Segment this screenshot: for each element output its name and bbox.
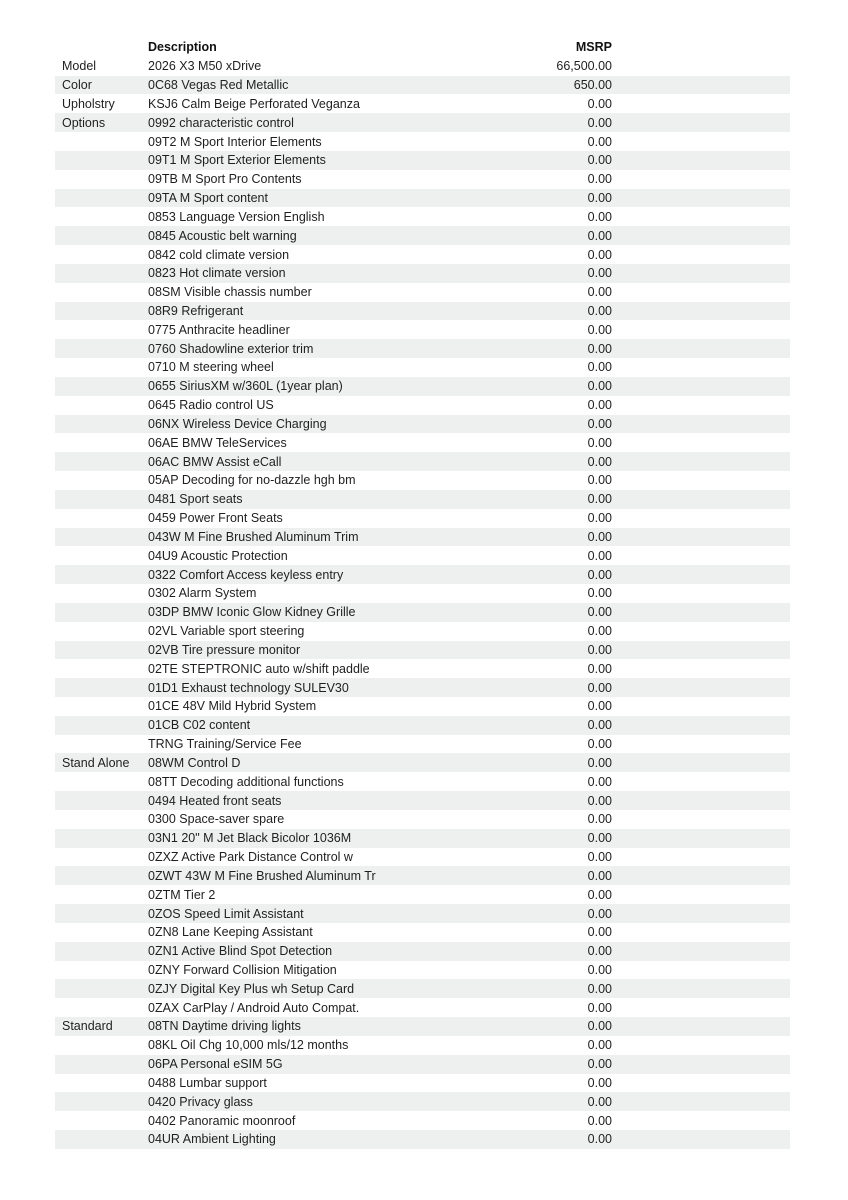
- table-row: [55, 998, 790, 1017]
- msrp-cell: 0.00: [587, 661, 612, 676]
- description-cell: 08R9 Refrigerant: [148, 304, 244, 318]
- msrp-cell: 0.00: [587, 981, 612, 996]
- description-cell: 0655 SiriusXM w/360L (1year plan): [148, 379, 343, 394]
- table-row: [55, 415, 790, 434]
- msrp-cell: 0.00: [587, 586, 612, 601]
- table-row: [55, 57, 790, 76]
- table-header-row: [55, 38, 790, 57]
- msrp-cell: 0.00: [587, 1000, 612, 1015]
- msrp-cell: 0.00: [587, 887, 612, 902]
- table-row: [55, 866, 790, 885]
- table-row: [55, 339, 790, 358]
- table-row: [55, 848, 790, 867]
- msrp-cell: 0.00: [587, 285, 612, 300]
- table-row: [55, 791, 790, 810]
- msrp-cell: 0.00: [587, 398, 612, 413]
- table-row: [55, 226, 790, 245]
- table-row: [55, 377, 790, 396]
- description-cell: 0302 Alarm System: [148, 586, 257, 601]
- table-row: [55, 1130, 790, 1149]
- msrp-cell: 0.00: [587, 247, 612, 262]
- table-row: [55, 283, 790, 302]
- table-row: [55, 1111, 790, 1130]
- table-row: [55, 245, 790, 264]
- msrp-cell: 0.00: [587, 906, 612, 921]
- description-cell: 0ZWT 43W M Fine Brushed Aluminum Tr: [148, 868, 376, 883]
- table-row: [55, 471, 790, 490]
- msrp-cell: 0.00: [587, 642, 612, 657]
- description-cell: 08TT Decoding additional functions: [148, 774, 344, 789]
- header-msrp-cell: MSRP: [575, 40, 612, 55]
- msrp-cell: 0.00: [587, 699, 612, 714]
- msrp-cell: 0.00: [587, 511, 612, 526]
- msrp-cell: 0.00: [587, 1113, 612, 1128]
- description-cell: 03DP BMW Iconic Glow Kidney Grille: [148, 605, 356, 620]
- category-cell: Standard: [62, 1019, 113, 1034]
- description-cell: 0ZXZ Active Park Distance Control w: [148, 850, 353, 865]
- description-cell: 0775 Anthracite headliner: [148, 322, 290, 337]
- table-row: [55, 509, 790, 528]
- description-cell: 09TB M Sport Pro Contents: [148, 172, 302, 187]
- description-cell: 0420 Privacy glass: [148, 1094, 253, 1109]
- msrp-cell: 0.00: [587, 925, 612, 940]
- msrp-cell: 0.00: [587, 416, 612, 431]
- table-row: [55, 113, 790, 132]
- msrp-cell: 0.00: [587, 529, 612, 544]
- msrp-cell: 0.00: [587, 172, 612, 187]
- msrp-cell: 0.00: [587, 360, 612, 375]
- description-cell: 0494 Heated front seats: [148, 793, 282, 808]
- description-cell: 04U9 Acoustic Protection: [148, 548, 288, 563]
- msrp-cell: 0.00: [587, 341, 612, 356]
- table-row: [55, 772, 790, 791]
- table-row: [55, 678, 790, 697]
- description-cell: 06NX Wireless Device Charging: [148, 416, 327, 431]
- description-cell: 09TA M Sport content: [148, 191, 268, 206]
- description-cell: 0C68 Vegas Red Metallic: [148, 78, 289, 93]
- table-row: [55, 923, 790, 942]
- description-cell: 0322 Comfort Access keyless entry: [148, 567, 344, 582]
- category-cell: Stand Alone: [62, 755, 130, 770]
- description-cell: 0853 Language Version English: [148, 209, 325, 224]
- table-row: [55, 716, 790, 735]
- table-row: [55, 207, 790, 226]
- description-cell: 0ZNY Forward Collision Mitigation: [148, 962, 337, 977]
- msrp-cell: 0.00: [587, 492, 612, 507]
- description-cell: 0710 M steering wheel: [148, 360, 274, 375]
- msrp-cell: 0.00: [587, 153, 612, 168]
- description-cell: 0ZTM Tier 2: [148, 887, 216, 902]
- table-row: [55, 829, 790, 848]
- msrp-cell: 0.00: [587, 322, 612, 337]
- description-cell: KSJ6 Calm Beige Perforated Veganza: [148, 96, 360, 111]
- category-cell: Options: [62, 115, 106, 130]
- msrp-cell: 0.00: [587, 831, 612, 846]
- description-cell: 08SM Visible chassis number: [148, 285, 312, 300]
- msrp-cell: 0.00: [587, 191, 612, 206]
- msrp-cell: 650.00: [573, 78, 612, 93]
- table-row: [55, 1055, 790, 1074]
- table-row: [55, 584, 790, 603]
- msrp-cell: 66,500.00: [556, 59, 612, 74]
- table-row: [55, 396, 790, 415]
- description-cell: 02VL Variable sport steering: [148, 624, 305, 639]
- msrp-cell: 0.00: [587, 718, 612, 733]
- table-row: [55, 697, 790, 716]
- msrp-cell: 0.00: [587, 1094, 612, 1109]
- category-cell: Model: [62, 59, 97, 74]
- table-row: [55, 452, 790, 471]
- table-row: [55, 358, 790, 377]
- description-cell: 2026 X3 M50 xDrive: [148, 59, 262, 74]
- description-cell: 0ZN8 Lane Keeping Assistant: [148, 925, 313, 940]
- table-row: [55, 735, 790, 754]
- msrp-cell: 0.00: [587, 1075, 612, 1090]
- description-cell: 0459 Power Front Seats: [148, 511, 283, 526]
- msrp-cell: 0.00: [587, 548, 612, 563]
- msrp-cell: 0.00: [587, 567, 612, 582]
- header-description-cell: Description: [148, 40, 217, 55]
- description-cell: 0645 Radio control US: [148, 398, 274, 413]
- table-row: [55, 810, 790, 829]
- table-row: [55, 885, 790, 904]
- table-row: [55, 302, 790, 321]
- msrp-cell: 0.00: [587, 737, 612, 752]
- table-row: [55, 942, 790, 961]
- msrp-cell: 0.00: [587, 1019, 612, 1034]
- table-row: [55, 961, 790, 980]
- description-cell: 08TN Daytime driving lights: [148, 1019, 301, 1034]
- description-cell: 0ZAX CarPlay / Android Auto Compat.: [148, 1000, 360, 1015]
- description-cell: 02VB Tire pressure monitor: [148, 642, 301, 657]
- msrp-cell: 0.00: [587, 266, 612, 281]
- description-cell: 043W M Fine Brushed Aluminum Trim: [148, 529, 359, 544]
- description-cell: 08WM Control D: [148, 755, 241, 770]
- msrp-cell: 0.00: [587, 755, 612, 770]
- table-row: [55, 94, 790, 113]
- msrp-cell: 0.00: [587, 1038, 612, 1053]
- msrp-cell: 0.00: [587, 209, 612, 224]
- table-row: [55, 979, 790, 998]
- table-row: [55, 170, 790, 189]
- description-cell: 09T2 M Sport Interior Elements: [148, 134, 322, 149]
- msrp-cell: 0.00: [587, 435, 612, 450]
- description-cell: 09T1 M Sport Exterior Elements: [148, 153, 326, 168]
- table-row: [55, 528, 790, 547]
- description-cell: 0760 Shadowline exterior trim: [148, 341, 314, 356]
- table-row: [55, 264, 790, 283]
- msrp-cell: 0.00: [587, 473, 612, 488]
- description-cell: TRNG Training/Service Fee: [148, 737, 302, 752]
- table-row: [55, 490, 790, 509]
- options-table: [55, 38, 790, 1149]
- description-cell: 06AE BMW TeleServices: [148, 435, 287, 450]
- description-cell: 0845 Acoustic belt warning: [148, 228, 297, 243]
- table-row: [55, 76, 790, 95]
- msrp-cell: 0.00: [587, 379, 612, 394]
- table-row: [55, 622, 790, 641]
- table-row: [55, 641, 790, 660]
- msrp-cell: 0.00: [587, 1057, 612, 1072]
- description-cell: 0481 Sport seats: [148, 492, 243, 507]
- category-cell: Upholstry: [62, 96, 115, 111]
- table-row: [55, 320, 790, 339]
- description-cell: 0ZN1 Active Blind Spot Detection: [148, 944, 333, 959]
- category-cell: Color: [62, 78, 92, 93]
- description-cell: 08KL Oil Chg 10,000 mls/12 months: [148, 1038, 349, 1053]
- description-cell: 05AP Decoding for no-dazzle hgh bm: [148, 473, 356, 488]
- description-cell: 0402 Panoramic moonroof: [148, 1113, 296, 1128]
- table-row: [55, 132, 790, 151]
- msrp-cell: 0.00: [587, 454, 612, 469]
- description-cell: 0842 cold climate version: [148, 247, 290, 262]
- table-row: [55, 1092, 790, 1111]
- table-body: [55, 57, 790, 1149]
- msrp-cell: 0.00: [587, 115, 612, 130]
- table-row: [55, 189, 790, 208]
- description-cell: 01CE 48V Mild Hybrid System: [148, 699, 317, 714]
- msrp-cell: 0.00: [587, 624, 612, 639]
- table-row: [55, 904, 790, 923]
- msrp-cell: 0.00: [587, 228, 612, 243]
- description-cell: 04UR Ambient Lighting: [148, 1132, 276, 1147]
- table-row: [55, 753, 790, 772]
- msrp-cell: 0.00: [587, 134, 612, 149]
- table-row: [55, 546, 790, 565]
- description-cell: 06AC BMW Assist eCall: [148, 454, 282, 469]
- description-cell: 0823 Hot climate version: [148, 266, 286, 281]
- msrp-cell: 0.00: [587, 793, 612, 808]
- msrp-cell: 0.00: [587, 774, 612, 789]
- table-row: [55, 433, 790, 452]
- description-cell: 02TE STEPTRONIC auto w/shift paddle: [148, 661, 370, 676]
- msrp-cell: 0.00: [587, 944, 612, 959]
- msrp-cell: 0.00: [587, 96, 612, 111]
- table-row: [55, 151, 790, 170]
- description-cell: 0ZJY Digital Key Plus wh Setup Card: [148, 981, 355, 996]
- description-cell: 01CB C02 content: [148, 718, 251, 733]
- description-cell: 0300 Space-saver spare: [148, 812, 285, 827]
- description-cell: 06PA Personal eSIM 5G: [148, 1057, 283, 1072]
- msrp-cell: 0.00: [587, 680, 612, 695]
- table-row: [55, 659, 790, 678]
- table-row: [55, 603, 790, 622]
- msrp-cell: 0.00: [587, 812, 612, 827]
- msrp-cell: 0.00: [587, 605, 612, 620]
- table-row: [55, 1036, 790, 1055]
- table-row: [55, 1074, 790, 1093]
- table-row: [55, 565, 790, 584]
- msrp-cell: 0.00: [587, 1132, 612, 1147]
- description-cell: 03N1 20" M Jet Black Bicolor 1036M: [148, 831, 352, 846]
- table-row: [55, 1017, 790, 1036]
- description-cell: 0ZOS Speed Limit Assistant: [148, 906, 304, 921]
- description-cell: 0992 characteristic control: [148, 115, 294, 130]
- msrp-cell: 0.00: [587, 304, 612, 318]
- description-cell: 0488 Lumbar support: [148, 1075, 267, 1090]
- msrp-cell: 0.00: [587, 850, 612, 865]
- msrp-cell: 0.00: [587, 962, 612, 977]
- description-cell: 01D1 Exhaust technology SULEV30: [148, 680, 349, 695]
- msrp-cell: 0.00: [587, 868, 612, 883]
